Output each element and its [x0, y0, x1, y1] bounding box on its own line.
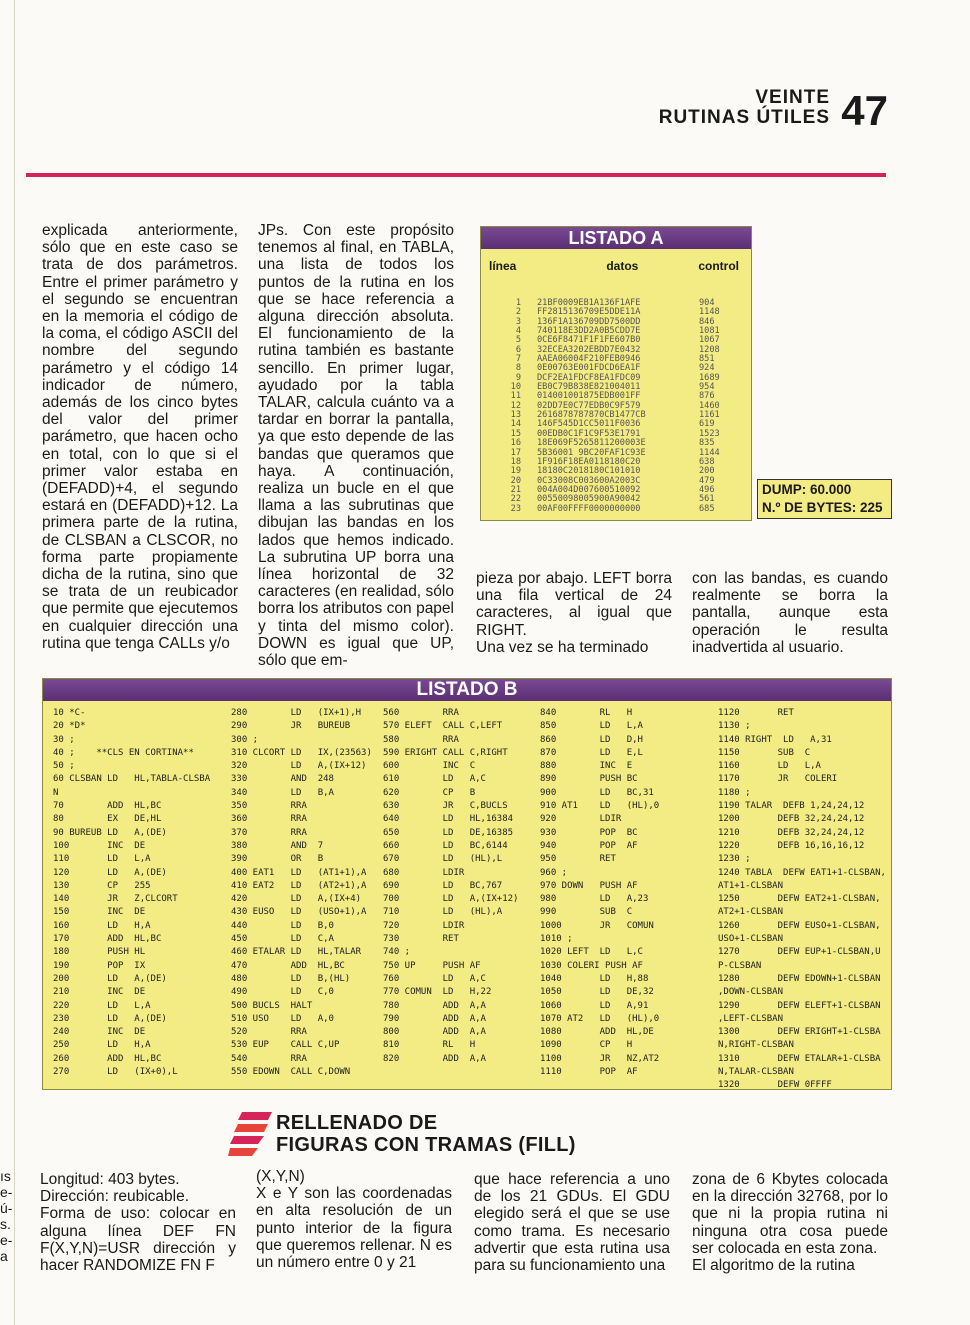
header-title-line1: VEINTE	[755, 87, 830, 108]
listing-a-checksum: 1460	[699, 400, 720, 411]
listing-a-checksum: 954	[699, 382, 715, 393]
listing-a-data: 18180C2018180C101010	[537, 466, 641, 477]
listing-a-col-data: datos	[606, 259, 639, 273]
listing-a-line-number: 20	[510, 475, 521, 486]
listing-a-checksum: 1689	[699, 372, 720, 383]
listing-a-line-number: 4	[515, 326, 521, 337]
listing-a-line-number: 5	[515, 335, 521, 346]
dump-bytes: N.º DE BYTES: 225	[762, 500, 883, 515]
listing-a-data: 2616878787870CB1477CB	[537, 410, 646, 421]
text-column-2: JPs. Con este propósito tenemos al final, en TABLA, una lista de todos los puntos de la rutina en los que se hace referencia a alguna dirección absoluta. El funcionamiento de la rutina también es bastante sencillo. En primer lugar, ayudado por la tabla TALAR, calcula cuánto va a tardar en borrar la pantalla, ya que esto depende de las bandas que queramos que haya. A continuación, realiza un bucle en el que llama a las subrutinas que dibujan las bandas en los lados que hemos indicado. La subrutina UP borra una línea horizontal de 32 caracteres (en realidad, sólo borra los atributos con papel y tinta del mismo color). DOWN es igual que UP, sólo que em-	[258, 222, 454, 670]
listing-a-checksum: 1523	[699, 428, 720, 439]
listing-a-data: 014001001875EDB001FF	[537, 391, 641, 402]
header-title-line2: RUTINAS ÚTILES	[658, 107, 830, 128]
dump-box	[757, 479, 892, 519]
listing-a-row	[481, 505, 751, 514]
listing-a-line-number: 15	[510, 428, 521, 439]
listing-a-line-number: 3	[515, 316, 521, 327]
listing-a-checksum: 835	[699, 438, 715, 449]
listing-b-column-5: 1120 RET 1130 ; 1140 RIGHT LD A,31 1150 SUB C 1160 LD L,A 1170 JR COLERI 1180 ; 1190 TALAR DEFB 1,24,24,12 1200 DEFB 32,24,24,12 1210 DEFB 32,24,24,12 1220 DEFB 16,16,16,12 1230 ; 1240 TABLA DEFW EAT1+1-CLSBAN, AT1+1-CLSBAN 1250 DEFW EAT2+1-CLSBAN, AT2+1-CLSBAN 1260 DEFW EUSO+1-CLSBAN, USO+1-CLSBAN 1270 DEFW EUP+1-CLSBAN,U P-CLSBAN 1280 DEFW EDOWN+1-CLSBAN ,DOWN-CLSBAN 1290 DEFW ELEFT+1-CLSBAN ,LEFT-CLSBAN 1300 DEFW ERIGHT+1-CLSBA N,RIGHT-CLSBAN 1310 DEFW ETALAR+1-CLSBA N,TALAR-CLSBAN 1320 DEFW 0FFFF	[718, 708, 886, 1091]
listing-a-checksum: 1161	[699, 410, 720, 421]
listing-a-checksum: 685	[699, 503, 715, 514]
listing-b-column-2: 280 LD (IX+1),H 290 JR BUREUB 300 ; 310 CLCORT LD IX,(23563) 320 LD A,(IX+12) 330 AND 248 340 LD B,A 350 RRA 360 RRA 370 RRA 380 AND 7 390 OR B 400 EAT1 LD (AT1+1),A 410 EAT2 LD (AT2+1),A 420 LD A,(IX+4) 430 EUSO LD (USO+1),A 440 LD B,0 450 LD C,A 460 ETALAR LD HL,TALAR 470 ADD HL,BC 480 LD B,(HL) 490 LD C,0 500 BUCLS HALT 510 USO LD A,0 520 RRA 530 EUP CALL C,UP 540 RRA 550 EDOWN CALL C,DOWN	[231, 708, 372, 1078]
listing-b	[42, 678, 892, 1090]
listing-a-data: AAEA06004F210FEB0946	[537, 354, 641, 365]
listing-a-data: 18E069F5265811200003E	[537, 438, 646, 449]
binding-edge	[14, 0, 15, 1325]
text-column-3-para2: Una vez se ha terminado	[476, 638, 649, 656]
section-swoosh-icon	[228, 1110, 274, 1158]
listing-a-checksum: 1148	[699, 307, 720, 318]
listing-a-checksum: 619	[699, 419, 715, 430]
listing-a-data: 00EDB0C1F1C9F53E1791	[537, 428, 641, 439]
listing-a-line-number: 21	[510, 484, 521, 495]
text-column-4: con las bandas, es cuando realmente se borra la pantalla, aunque esta operación le resulta inadvertida al usuario.	[692, 570, 888, 656]
listing-a	[480, 226, 752, 521]
listing-a-checksum: 1144	[699, 447, 720, 458]
listing-a-header	[481, 249, 751, 273]
listing-a-rows	[481, 299, 751, 514]
section-title-line1: RELLENADO DE	[276, 1112, 438, 1134]
listing-a-line-number: 10	[510, 382, 521, 393]
listing-a-data: 00AF00FFFF0000000000	[537, 503, 641, 514]
section-title	[276, 1112, 576, 1156]
listing-a-line-number: 13	[510, 410, 521, 421]
listing-a-checksum: 1067	[699, 335, 720, 346]
bottom-column-1: Longitud: 403 bytes. Dirección: reubicable. Forma de uso: colocar en alguna línea DEF FN F(X,Y,N)=USR dirección y hacer RANDOMIZE FN F	[40, 1171, 236, 1275]
listing-a-checksum: 200	[699, 466, 715, 477]
listing-a-checksum: 1208	[699, 344, 720, 355]
bottom-column-3: que hace referencia a uno de los 21 GDUs. El GDU elegido será el que se use como trama. Es necesario advertir que esta rutina usa para su funcionamiento una	[474, 1171, 670, 1275]
listing-a-line-number: 19	[510, 466, 521, 477]
listing-a-data: 02DD7E0C77EDB0C9F579	[537, 400, 641, 411]
listing-a-data: 136F1A136709DD7500DD	[537, 316, 641, 327]
listing-a-data: 0C33008C003600A2003C	[537, 475, 641, 486]
text-column-3-para1: pieza por abajo. LEFT borra una fila vertical de 24 caracteres, al igual que RIGHT.	[476, 570, 672, 639]
listing-b-column-4: 840 RL H 850 LD L,A 860 LD D,H 870 LD E,L 880 INC E 890 PUSH BC 900 LD BC,31 910 AT1 LD (HL),0 920 LDIR 930 POP BC 940 POP AF 950 RET 960 ; 970 DOWN PUSH AF 980 LD A,23 990 SUB C 1000 JR COMUN 1010 ; 1020 LEFT LD L,C 1030 COLERI PUSH AF 1040 LD H,88 1050 LD DE,32 1060 LD A,91 1070 AT2 LD (HL),0 1080 ADD HL,DE 1090 CP H 1100 JR NZ,AT2 1110 POP AF	[540, 708, 660, 1078]
listing-b-column-1: 10 *C- 20 *D* 30 ; 40 ; **CLS EN CORTINA** 50 ; 60 CLSBAN LD HL,TABLA-CLSBA N 70 ADD HL,BC 80 EX DE,HL 90 BUREUB LD A,(DE) 100 INC DE 110 LD L,A 120 LD A,(DE) 130 CP 255 140 JR Z,CLCORT 150 INC DE 160 LD H,A 170 ADD HL,BC 180 PUSH HL 190 POP IX 200 LD A,(DE) 210 INC DE 220 LD L,A 230 LD A,(DE) 240 INC DE 250 LD H,A 260 ADD HL,BC 270 LD (IX+0),L	[53, 708, 211, 1078]
listing-a-line-number: 12	[510, 400, 521, 411]
text-column-3	[476, 570, 672, 656]
listing-a-line-number: 9	[515, 372, 521, 383]
listing-a-data: 1F916F18EA0118180C20	[537, 456, 641, 467]
adjacent-page-edge-text: ıs e- ú- s. e- a	[0, 1168, 13, 1264]
text-column-1: explicada anteriormente, sólo que en este caso se trata de dos parámetros. Entre el primer parámetro y el segundo se encuentran en la memoria el código de la coma, el código ASCII del nombre del segundo parámetro y el código 14 indicador de número, además de los cinco bytes del valor del primer parámetro, que hacen ocho en total, con lo que si el primer valor estaba en (DEFADD)+4, el segundo estará en (DEFADD)+12. La primera parte de la rutina, de CLSBAN a CLSCOR, no forma parte propiamente dicha de la rutina, sino que se trata de un reubicador que permite que ejecutemos en cualquier dirección una rutina que tenga CALLs y/o	[42, 222, 238, 652]
listing-a-data: FF2815136709E5DDE11A	[537, 307, 641, 318]
listing-b-column-3: 560 RRA 570 ELEFT CALL C,LEFT 580 RRA 590 ERIGHT CALL C,RIGHT 600 INC C 610 LD A,C 620 CP B 630 JR C,BUCLS 640 LD HL,16384 650 LD DE,16385 660 LD BC,6144 670 LD (HL),L 680 LDIR 690 LD BC,767 700 LD A,(IX+12) 710 LD (HL),A 720 LDIR 730 RET 740 ; 750 UP PUSH AF 760 LD A,C 770 COMUN LD H,22 780 ADD A,A 790 ADD A,A 800 ADD A,A 810 RL H 820 ADD A,A	[383, 708, 519, 1064]
listing-a-line-number: 18	[510, 456, 521, 467]
header-rule	[26, 173, 886, 177]
listing-a-checksum: 1081	[699, 326, 720, 337]
section-title-line2: FIGURAS CON TRAMAS (FILL)	[276, 1134, 576, 1156]
listing-a-line-number: 14	[510, 419, 521, 430]
listing-a-checksum: 496	[699, 484, 715, 495]
listing-a-line-number: 6	[515, 344, 521, 355]
listing-a-data: 004A004D007600510092	[537, 484, 641, 495]
page-number: 47	[841, 87, 888, 134]
listing-a-title: LISTADO A	[481, 227, 751, 249]
listing-a-checksum: 479	[699, 475, 715, 486]
listing-a-data: 5B36001 9BC20FAF1C93E	[537, 447, 646, 458]
listing-a-line-number: 8	[515, 363, 521, 374]
listing-a-data: 0CE6F8471F1F1FE607B0	[537, 335, 641, 346]
listing-a-checksum: 638	[699, 456, 715, 467]
listing-a-data: 00550098005900A90042	[537, 494, 641, 505]
listing-a-data: 32ECEA3202EBDD7E0432	[537, 344, 641, 355]
listing-a-data: 0E00763E001FDCD6EA1F	[537, 363, 641, 374]
listing-a-data: 146F545D1CC5011F0036	[537, 419, 641, 430]
listing-a-data: DCF2EA1FDCF8EA1FDC09	[537, 372, 641, 383]
bottom-column-4: zona de 6 Kbytes colocada en la dirección 32768, por lo que ni la propia rutina ni ninguna otra cosa puede ser colocada en esta zona. El algoritmo de la rutina	[692, 1171, 888, 1275]
bottom-column-2: (X,Y,N) X e Y son las coordenadas en alta resolución de un punto interior de la figura que queremos rellenar. N es un número entre 0 y 21	[256, 1168, 452, 1272]
listing-a-line-number: 22	[510, 494, 521, 505]
listing-a-data: 740118E3DD2A0B5CDD7E	[537, 326, 641, 337]
listing-a-line-number: 1	[515, 298, 521, 308]
dump-address: DUMP: 60.000	[762, 482, 852, 497]
listing-a-line-number: 16	[510, 438, 521, 449]
listing-a-checksum: 851	[699, 354, 715, 365]
listing-a-line-number: 23	[510, 503, 521, 514]
listing-b-title: LISTADO B	[43, 679, 891, 701]
listing-a-checksum: 561	[699, 494, 715, 505]
listing-a-checksum: 876	[699, 391, 715, 402]
listing-a-col-control: control	[698, 259, 739, 273]
listing-a-line-number: 7	[515, 354, 521, 365]
listing-a-line-number: 17	[510, 447, 521, 458]
listing-a-checksum: 846	[699, 316, 715, 327]
listing-a-checksum: 924	[699, 363, 715, 374]
listing-a-checksum: 904	[699, 298, 715, 308]
listing-a-line-number: 2	[515, 307, 521, 318]
listing-a-col-line: línea	[489, 259, 517, 273]
listing-a-data: EB0C79B838E821004011	[537, 382, 641, 393]
listing-a-line-number: 11	[510, 391, 521, 402]
listing-a-data: 21BF0009EB1A136F1AFE	[537, 298, 641, 308]
